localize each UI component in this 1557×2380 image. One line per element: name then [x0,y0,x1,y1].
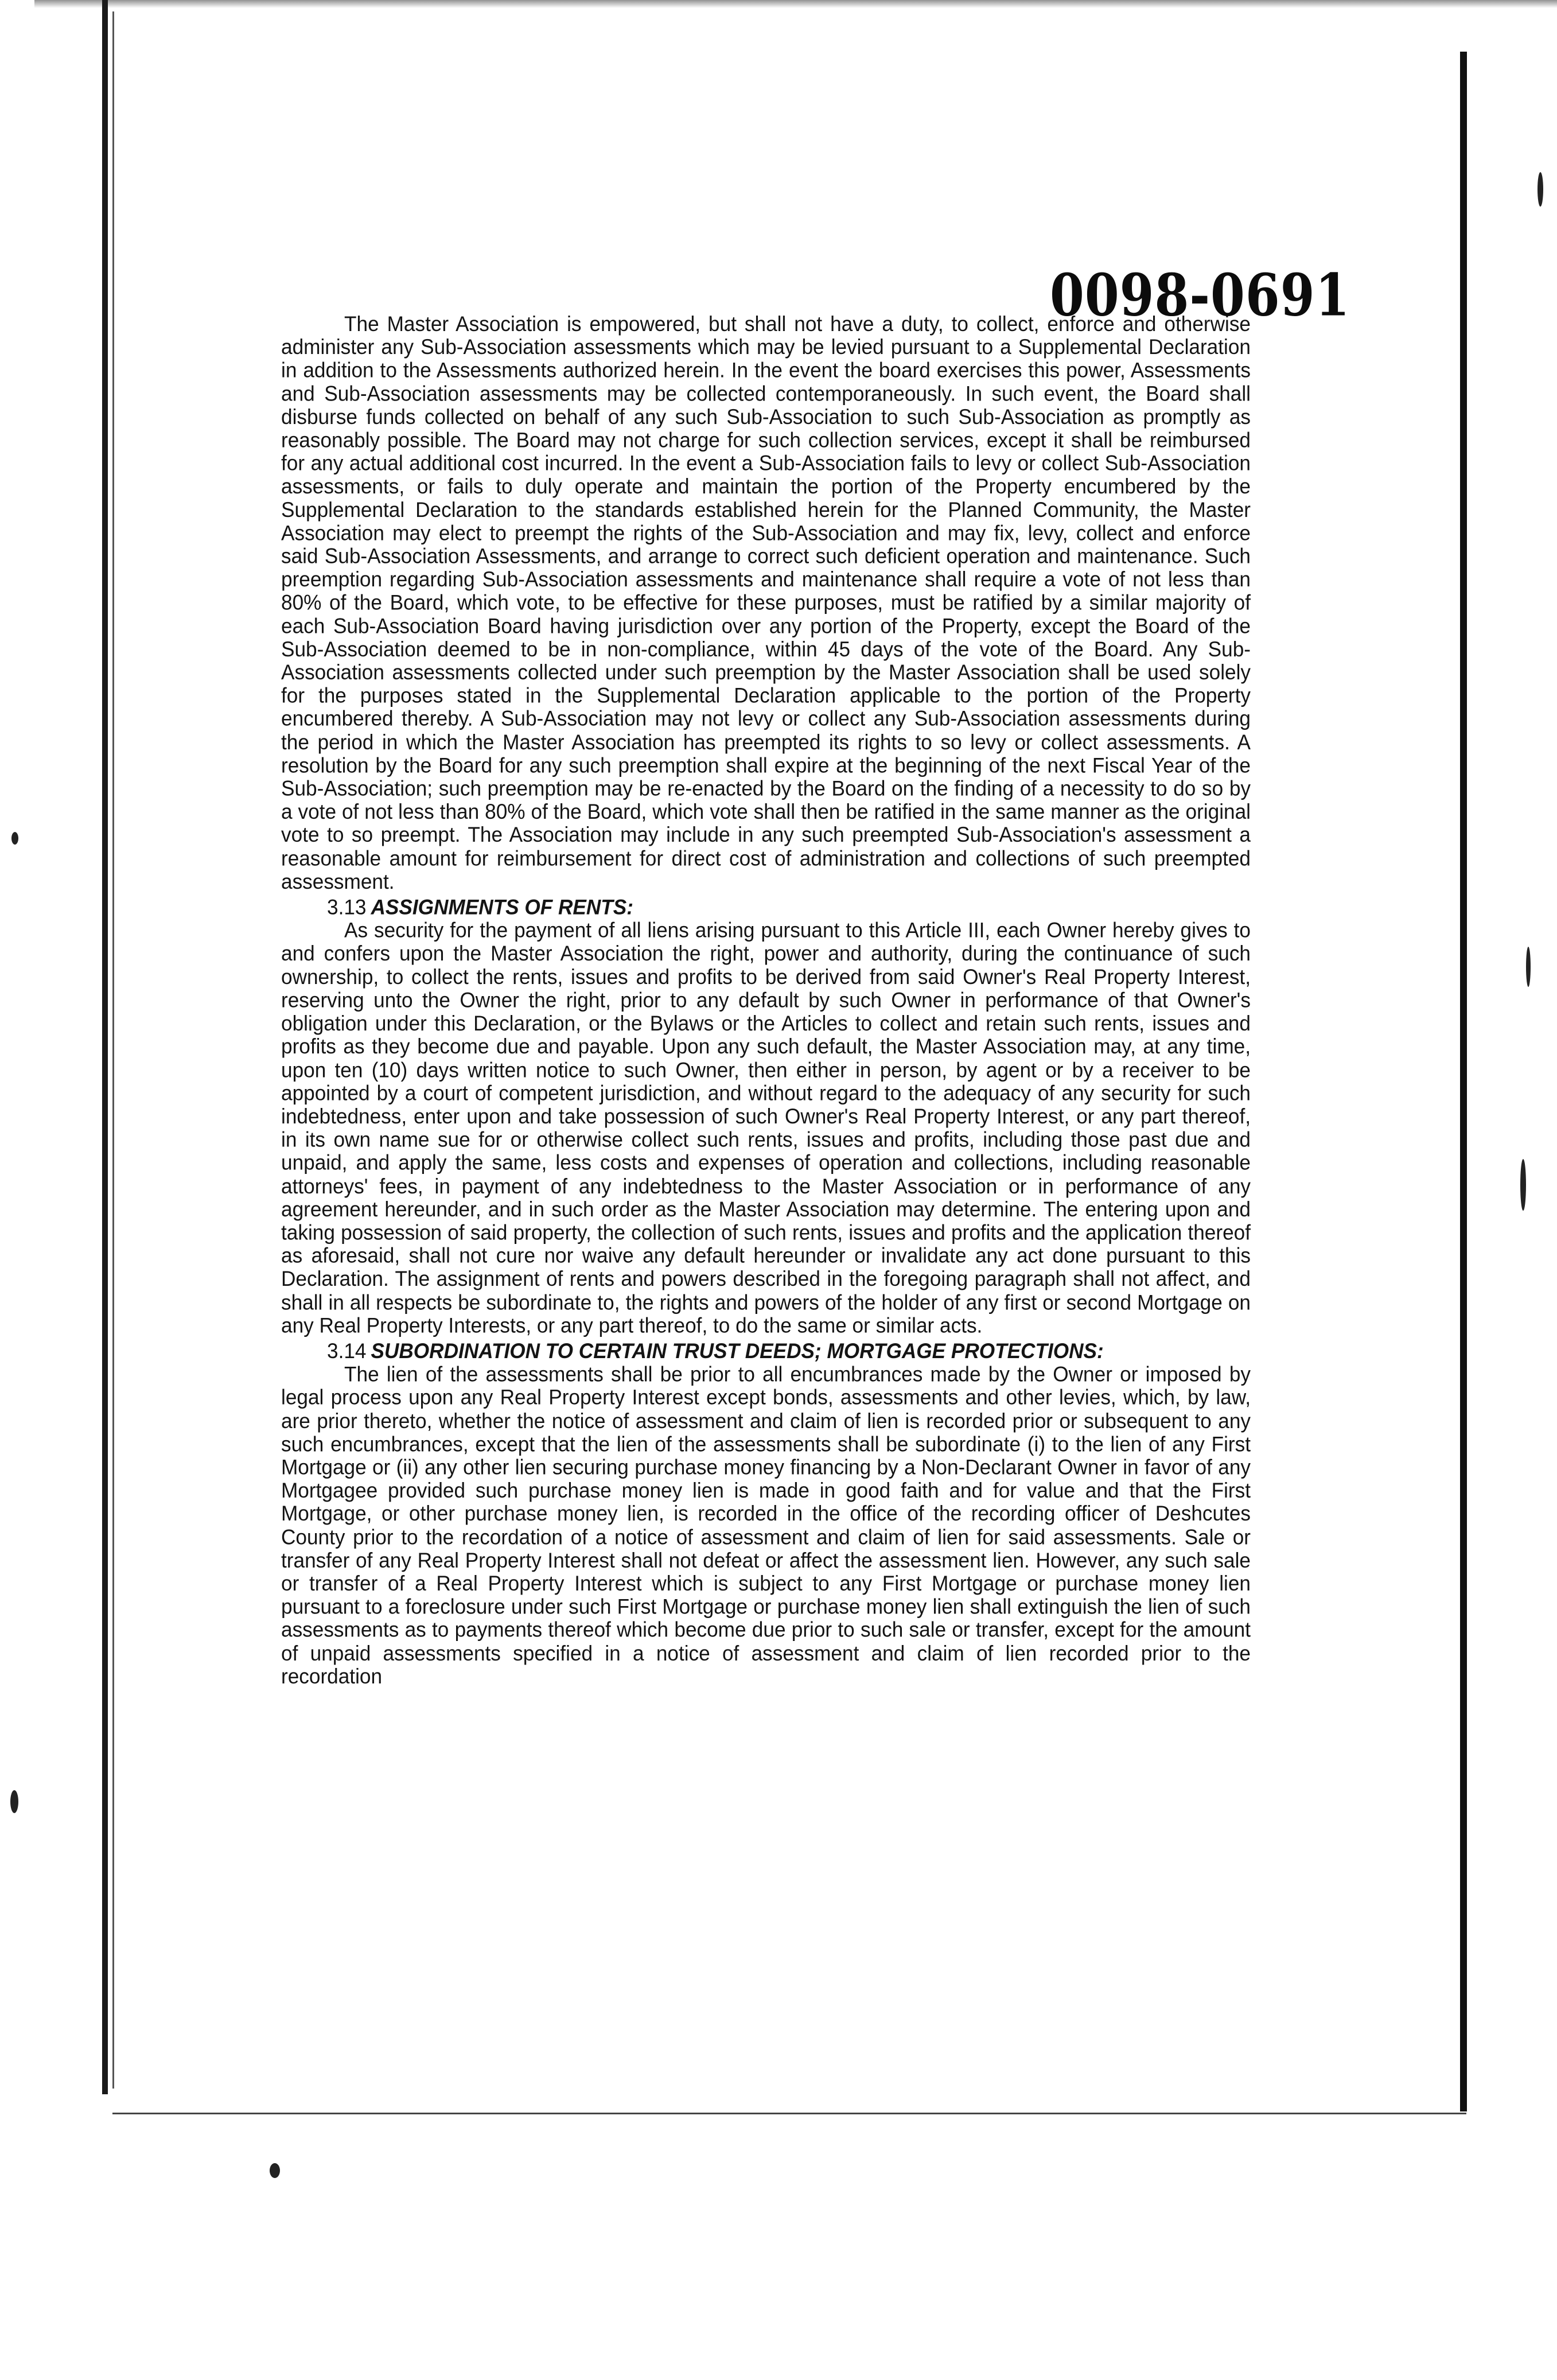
section-title: SUBORDINATION TO CERTAIN TRUST DEEDS; MORTGAGE PROTECTIONS: [371,1339,1104,1363]
page-bottom-border [112,2113,1466,2114]
section-number: 3.14 [327,1339,367,1363]
scan-speck [270,2163,280,2178]
section-heading-3-13 [281,896,1251,919]
page-left-border [102,0,108,2094]
section-title: ASSIGNMENTS OF RENTS: [371,895,633,919]
scan-speck [10,1790,18,1813]
document-body [281,313,1251,1689]
scan-speck [1526,947,1531,987]
paragraph-assignments-of-rents: As security for the payment of all liens arising pursuant to this Article III, each Owner hereby gives to and confers upon the Master Association the right, power and authority, during the continuance of such ownership, to collect the rents, issues and profits to be derived from said Owner's Real Property Interest, reserving unto the Owner the right, prior to any default by such Owner in performance of that Owner's obligation under this Declaration, or the Bylaws or the Articles to collect and retain such rents, issues and profits as they become due and payable. Upon any such default, the Master Association may, at any time, upon ten (10) days written notice to such Owner, then either in person, by agent or by a receiver to be appointed by a court of competent jurisdiction, and without regard to the adequacy of any security for such indebtedness, enter upon and take possession of such Owner's Real Property Interest, or any part thereof, in its own name sue for or otherwise collect such rents, issues and profits, including those past due and unpaid, and apply the same, less costs and expenses of operation and collections, including reasonable attorneys' fees, in payment of any indebtedness to the Master Association or in performance of any agreement hereunder, and in such order as the Master Association may determine. The entering upon and taking possession of said property, the collection of such rents, issues and profits and the application thereof as aforesaid, shall not cure nor waive any default hereunder or invalidate any act done pursuant to this Declaration. The assignment of rents and powers described in the foregoing paragraph shall not affect, and shall in all respects be subordinate to, the rights and powers of the holder of any first or second Mortgage on any Real Property Interests, or any part thereof, to do the same or similar acts. [281,919,1251,1337]
scan-speck [11,832,18,845]
scan-speck [1520,1159,1526,1211]
scan-top-edge [34,0,1557,8]
page-number: 0098-0691 [1050,261,1350,330]
scan-speck [1537,172,1543,207]
paragraph-sub-association-assessments: The Master Association is empowered, but shall not have a duty, to collect, enforce and otherwise administer any Sub-Association assessments which may be levied pursuant to a Supplemental Declaration in addition to the Assessments authorized herein. In the event the board exercises this power, Assessments and Sub-Association assessments may be collected contemporaneously. In such event, the Board shall disburse funds collected on behalf of any such Sub-Association to such Sub-Association as promptly as reasonably possible. The Board may not charge for such collection services, except it shall be reimbursed for any actual additional cost incurred. In the event a Sub-Association fails to levy or collect Sub-Association assessments, or fails to duly operate and maintain the portion of the Property encumbered by the Supplemental Declaration to the standards established herein for the Planned Community, the Master Association may elect to preempt the rights of the Sub-Association and may fix, levy, collect and enforce said Sub-Association Assessments, and arrange to correct such deficient operation and maintenance. Such preemption regarding Sub-Association assessments and maintenance shall require a vote of not less than 80% of the Board, which vote, to be effective for these purposes, must be ratified by a similar majority of each Sub-Association Board having jurisdiction over any portion of the Property, except the Board of the Sub-Association deemed to be in non-compliance, within 45 days of the vote of the Board. Any Sub-Association assessments collected under such preemption by the Master Association shall be used solely for the purposes stated in the Supplemental Declaration applicable to the portion of the Property encumbered thereby. A Sub-Association may not levy or collect any Sub-Association assessments during the period in which the Master Association has preempted its rights to so levy or collect assessments. A resolution by the Board for any such preemption shall expire at the beginning of the next Fiscal Year of the Sub-Association; such preemption may be re-enacted by the Board on the finding of a necessity to do so by a vote of not less than 80% of the Board, which vote shall then be ratified in the same manner as the original vote to so preempt. The Association may include in any such preempted Sub-Association's assessment a reasonable amount for reimbursement for direct cost of administration and collections of such preempted assessment. [281,312,1251,894]
page-left-border-inner [112,11,114,2089]
section-number: 3.13 [327,895,367,919]
page-right-border [1460,52,1467,2111]
paragraph-subordination: The lien of the assessments shall be prior to all encumbrances made by the Owner or imposed by legal process upon any Real Property Interest except bonds, assessments and other levies, which, by law, are prior thereto, whether the notice of assessment and claim of lien is recorded prior or subsequent to any such encumbrances, except that the lien of the assessments shall be subordinate (i) to the lien of any First Mortgage or (ii) any other lien securing purchase money financing by a Non-Declarant Owner in favor of any Mortgagee provided such purchase money lien is made in good faith and for value and that the First Mortgage, or other purchase money lien, is recorded in the office of the recording officer of Deshcutes County prior to the recordation of a notice of assessment and claim of lien for said assessments. Sale or transfer of any Real Property Interest shall not defeat or affect the assessment lien. However, any such sale or transfer of a Real Property Interest which is subject to any First Mortgage or purchase money lien pursuant to a foreclosure under such First Mortgage or purchase money lien shall extinguish the lien of such assessments as to payments thereof which become due prior to such sale or transfer, except for the amount of unpaid assessments specified in a notice of assessment and claim of lien recorded prior to the recordation [281,1362,1251,1689]
section-heading-3-14 [281,1340,1251,1363]
